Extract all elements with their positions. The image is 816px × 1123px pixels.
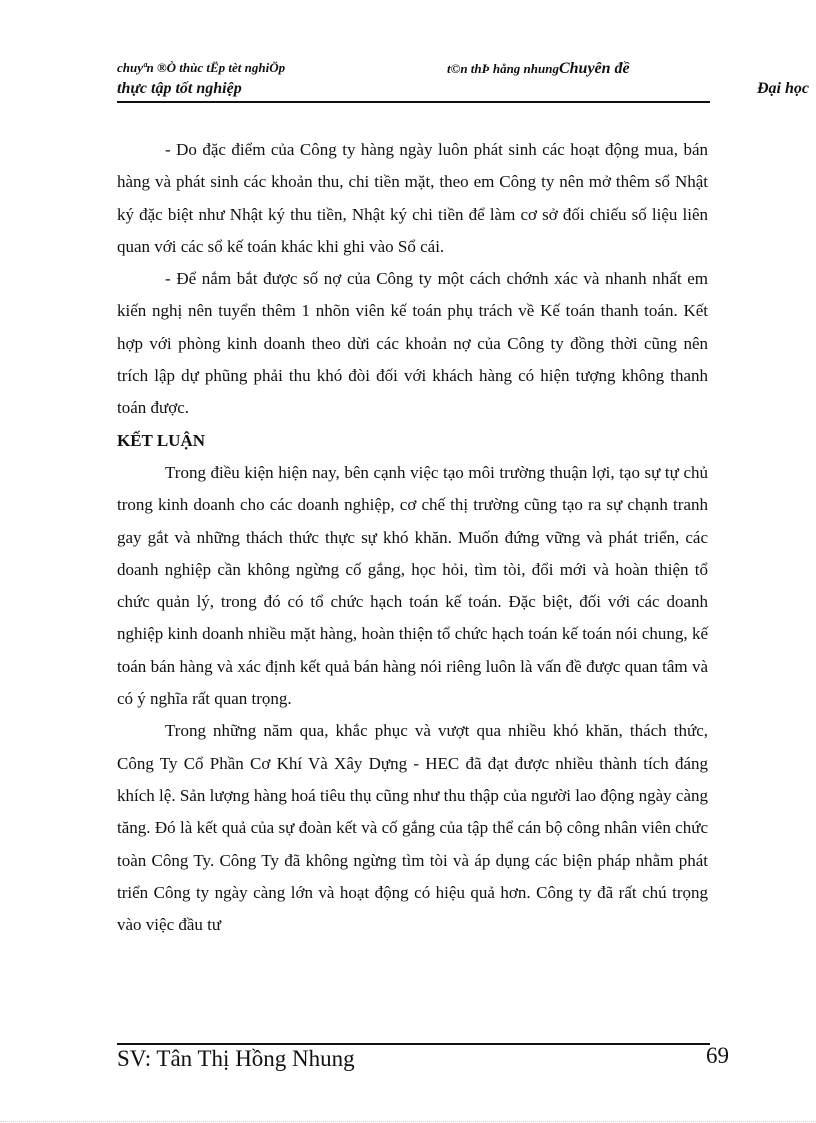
document-body	[117, 134, 708, 941]
header-subtitle: thực tập tốt nghiệp	[117, 80, 242, 97]
page-bottom-border	[0, 1121, 816, 1122]
conclusion-paragraph-2: Trong những năm qua, khắc phục và vượt qua nhiều khó khăn, thách thức, Công Ty Cổ Phần Cơ Khí Và Xây Dựng - HEC đã đạt được nhiều thành tích đáng khích lệ. Sản lượng hàng hoá tiêu thụ cũng như thu thập của người lao động ngày càng tăng. Đó là kết quả của sự đoàn kết và cố gắng của tập thể cán bộ công nhân viên chức toàn Công Ty. Công Ty đã không ngừng tìm tòi và áp dụng các biện pháp nhằm phát triển Công ty ngày càng lớn và hoạt động có hiệu quả hơn. Công ty đã rất chú trọng vào việc đầu tư	[117, 721, 708, 935]
header-topic-text: Chuyên đề	[558, 60, 630, 77]
recommendation-paragraph-2: - Để nắm bắt được số nợ của Công ty một cách chớnh xác và nhanh nhất em kiến nghị nên tuyển thêm 1 nhõn viên kế toán phụ trách về Kế toán thanh toán. Kết hợp với phòng kinh doanh theo dừi các khoản nợ của Công ty đồng thời cũng nên trích lập dự phũng phải thu khó đòi đối với khách hàng có hiện tượng không thanh toán được.	[117, 269, 708, 418]
header-author-text: t©n thÞ hång nhung	[447, 61, 559, 76]
recommendation-paragraph-1: - Do đặc điểm của Công ty hàng ngày luôn phát sinh các hoạt động mua, bán hàng và phát sinh các khoản thu, chi tiền mặt, theo em Công ty nên mở thêm sổ Nhật ký đặc biệt như Nhật ký thu tiền, Nhật ký chi tiền để làm cơ sở đối chiếu số liệu liên quan với các sổ kế toán khác khi ghi vào Sổ cái.	[117, 140, 708, 256]
section-heading: KẾT LUẬN	[117, 430, 206, 450]
header-divider	[117, 101, 710, 103]
header-left-text: chuyªn ®Ò thùc tËp tèt nghiÖp	[117, 60, 286, 75]
header-middle-text	[447, 60, 630, 78]
conclusion-paragraph-1: Trong điều kiện hiện nay, bên cạnh việc tạo môi trường thuận lợi, tạo sự tự chủ trong kinh doanh cho các doanh nghiệp, cơ chế thị trường cũng tạo ra sự chạnh tranh gay gắt và những thách thức thực sự khó khăn. Muốn đứng vững và phát triển, các doanh nghiệp cần không ngừng cố gắng, học hỏi, tìm tòi, đổi mới và hoàn thiện tổ chức quản lý, trong đó có tổ chức hạch toán kế toán. Đặc biệt, đối với các doanh nghiệp kinh doanh nhiều mặt hàng, hoàn thiện tổ chức hạch toán kế toán nói chung, kế toán bán hàng và xác định kết quả bán hàng nói riêng luôn là vấn đề được quan tâm và có ý nghĩa rất quan trọng.	[117, 462, 708, 709]
header-right-text: Đại học	[757, 80, 809, 97]
running-header	[117, 58, 797, 80]
footer-student-name: SV: Tân Thị Hồng Nhung	[117, 1046, 355, 1071]
page-number: 69	[706, 1043, 729, 1068]
footer-divider	[117, 1043, 710, 1045]
